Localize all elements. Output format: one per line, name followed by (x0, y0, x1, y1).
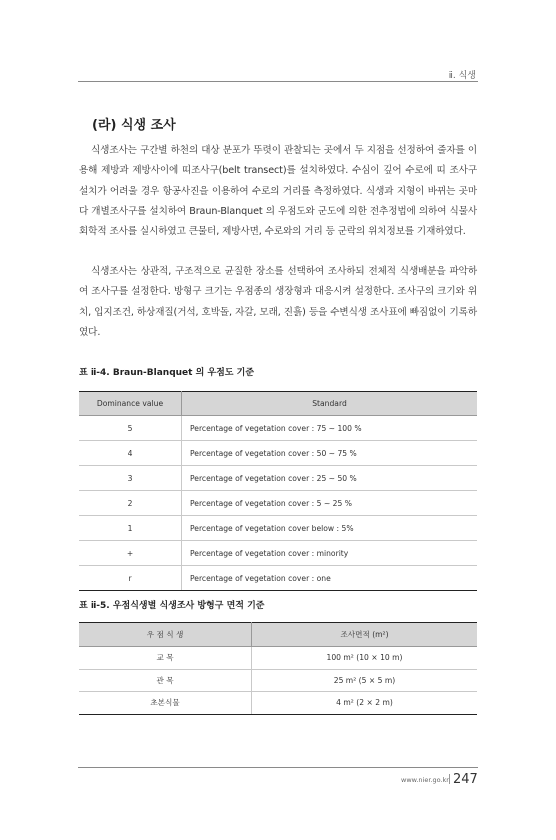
table-cell: 교 목 (79, 647, 252, 670)
table-cell: 100 m² (10 × 10 m) (252, 647, 478, 670)
footer-rule (78, 767, 478, 768)
table-cell: 2 (79, 491, 182, 516)
dominance-table (79, 391, 477, 591)
table-cell: 5 (79, 416, 182, 441)
table-row (79, 441, 477, 466)
section-title: (라) 식생 조사 (92, 118, 176, 133)
quadrat-area-table (79, 622, 477, 715)
table-cell: Percentage of vegetation cover : minority (182, 541, 478, 566)
footer-website: www.nier.go.kr (401, 776, 449, 784)
table-row (79, 541, 477, 566)
header-rule (78, 81, 478, 82)
column-header: 조사면적 (m²) (252, 623, 478, 647)
table-cell: + (79, 541, 182, 566)
table-row (79, 647, 477, 670)
running-title: ⅱ. 식생 (448, 71, 476, 81)
table-caption: 표 ⅱ-5. 우점식생별 식생조사 방형구 면적 기준 (79, 601, 265, 611)
table-cell: 4 m² (2 × 2 m) (252, 692, 478, 715)
table-cell: Percentage of vegetation cover : 75 ~ 100 % (182, 416, 478, 441)
table-cell: Percentage of vegetation cover below : 5% (182, 516, 478, 541)
table-row (79, 416, 477, 441)
table-cell: Percentage of vegetation cover : 5 ~ 25 % (182, 491, 478, 516)
column-header: Standard (182, 392, 478, 416)
column-header: Dominance value (79, 392, 182, 416)
table-row (79, 466, 477, 491)
body-text-1 (79, 141, 477, 242)
table-cell: Percentage of vegetation cover : one (182, 566, 478, 591)
table-cell: 1 (79, 516, 182, 541)
table-caption: 표 ⅱ-4. Braun-Blanquet 의 우점도 기준 (79, 368, 255, 378)
table-cell: Percentage of vegetation cover : 25 ~ 50 % (182, 466, 478, 491)
table-row (79, 491, 477, 516)
paragraph: 식생조사는 구간별 하천의 대상 분포가 뚜렷이 관찰되는 곳에서 두 지점을 선정하여 줄자를 이용해 제방과 제방사이에 띠조사구(belt transect)를 설치하였다. 수심이 깊어 수로에 띠 조사구 설치가 어려울 경우 항공사진을 이용하여 수로의 거리를 측정하였다. 식생과 지형이 바뀌는 곳마다 개별조사구를 설치하여 Braun-Blanquet 의 우점도와 군도에 의한 전추정법에 의하여 식물사회학적 조사를 실시하였고 큰물터, 제방사면, 수로와의 거리 등 군락의 위치정보를 기재하였다. (79, 145, 477, 238)
table-row (79, 566, 477, 591)
paragraph: 식생조사는 상관적, 구조적으로 균질한 장소를 선택하여 조사하되 전체적 식생배분을 파악하여 조사구를 설정한다. 방형구 크기는 우점종의 생장형과 대응시켜 설정한다. 조사구의 크기와 위치, 입지조건, 하상재질(거석, 호박돌, 자갈, 모래, 진흙) 등을 수변식생 조사표에 빠짐없이 기록하였다. (79, 266, 477, 338)
table-row (79, 692, 477, 715)
body-text-2 (79, 262, 477, 343)
table-row (79, 669, 477, 692)
table-cell: 3 (79, 466, 182, 491)
table-cell: 4 (79, 441, 182, 466)
footer-divider (449, 774, 450, 784)
column-header: 우 점 식 생 (79, 623, 252, 647)
table-cell: r (79, 566, 182, 591)
table-cell: Percentage of vegetation cover : 50 ~ 75 % (182, 441, 478, 466)
table-cell: 초본식물 (79, 692, 252, 715)
table-cell: 25 m² (5 × 5 m) (252, 669, 478, 692)
page-number: 247 (453, 772, 478, 787)
table-row (79, 516, 477, 541)
table-cell: 관 목 (79, 669, 252, 692)
